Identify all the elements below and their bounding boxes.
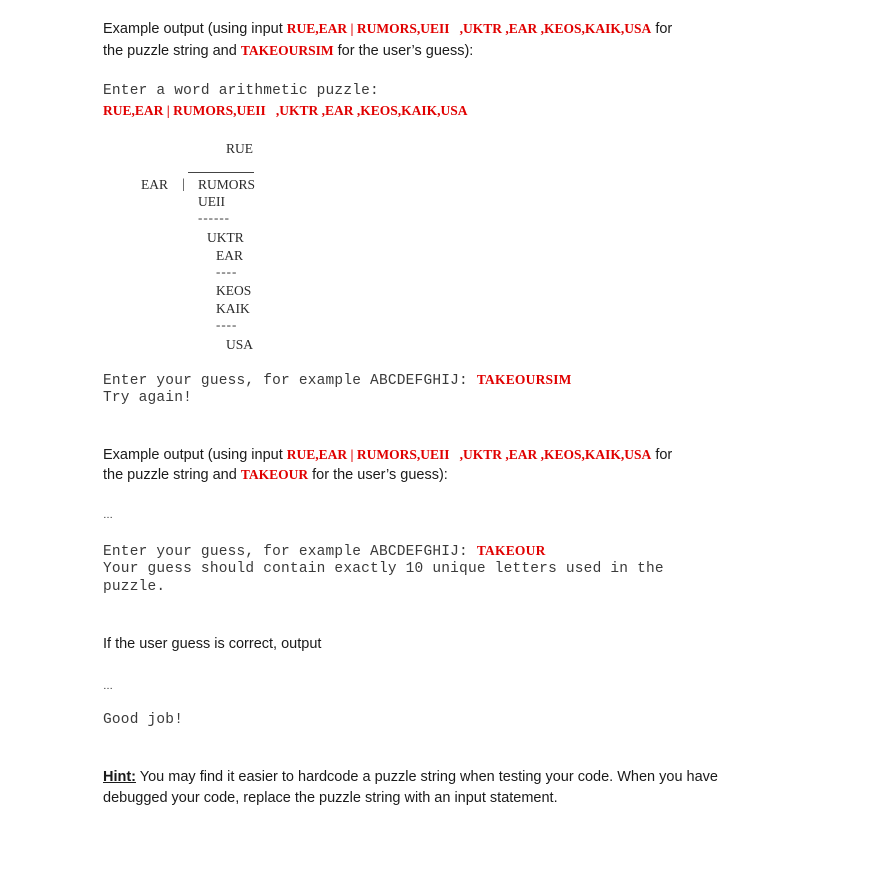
division-bar-line [188,172,254,173]
guess-text: TAKEOURSIM [240,43,334,58]
division-quotient: RUE [226,141,253,156]
section2-intro-line2 [103,467,448,483]
division-dash-2: ---- [216,264,238,279]
guess-prompt: Enter your guess, for example ABCDEFGHIJ: [103,373,477,389]
division-dash-3: ---- [216,317,238,332]
guess-input-echo: TAKEOURSIM [476,372,572,387]
try-again-message: Try again! [103,390,193,406]
console-prompt: Enter a word arithmetic puzzle: [103,83,379,99]
intro-text: Example output (using input [103,21,287,37]
intro-text: the puzzle string and [103,43,241,59]
guess-input-echo: TAKEOUR [476,543,546,558]
division-separator: | [182,176,185,191]
console-echo: RUE,EAR | RUMORS,UEII ,UKTR ,EAR ,KEOS,KAIK,USA [103,103,468,118]
validation-message-line1: Your guess should contain exactly 10 unique letters used in the [103,561,664,577]
success-output: Good job! [103,712,184,728]
hint-label: Hint: [103,769,137,785]
guess-prompt: Enter your guess, for example ABCDEFGHIJ: [103,544,477,560]
division-subtrahend-1: UEII [198,194,225,209]
hint-line1 [103,769,718,785]
division-dividend: RUMORS [198,177,256,192]
division-remainder-1: UKTR [207,230,244,245]
division-remainder-2: KEOS [216,283,252,298]
division-dash-1: ------ [198,210,230,225]
section1-intro-line2 [103,43,473,59]
division-subtrahend-3: KAIK [216,301,250,316]
division-divisor: EAR [141,177,168,192]
intro-text: Example output (using input [103,447,287,463]
intro-text: the puzzle string and [103,467,241,483]
guess-prompt-line [103,543,546,560]
ellipsis: … [103,510,113,521]
section3-text: If the user guess is correct, output [103,636,322,652]
division-result: USA [226,337,254,352]
ellipsis: … [103,681,113,692]
puzzle-input-text: RUE,EAR | RUMORS,UEII ,UKTR ,EAR ,KEOS,KAIK,USA [286,21,652,36]
division-subtrahend-2: EAR [216,248,243,263]
section1-intro-line1 [103,21,672,37]
section2-intro-line1 [103,447,672,463]
validation-message-line2: puzzle. [103,579,166,595]
puzzle-input-text: RUE,EAR | RUMORS,UEII ,UKTR ,EAR ,KEOS,KAIK,USA [286,447,652,462]
intro-suffix: for the user’s guess): [308,467,448,483]
intro-suffix: for [651,447,673,463]
intro-suffix: for the user’s guess): [333,43,474,59]
guess-text: TAKEOUR [240,467,309,482]
guess-prompt-line [103,372,572,389]
hint-text: You may find it easier to hardcode a puzzle string when testing your code. When you have [136,769,718,785]
hint-line2: debugged your code, replace the puzzle string with an input statement. [103,790,558,806]
intro-suffix: for [651,21,673,37]
